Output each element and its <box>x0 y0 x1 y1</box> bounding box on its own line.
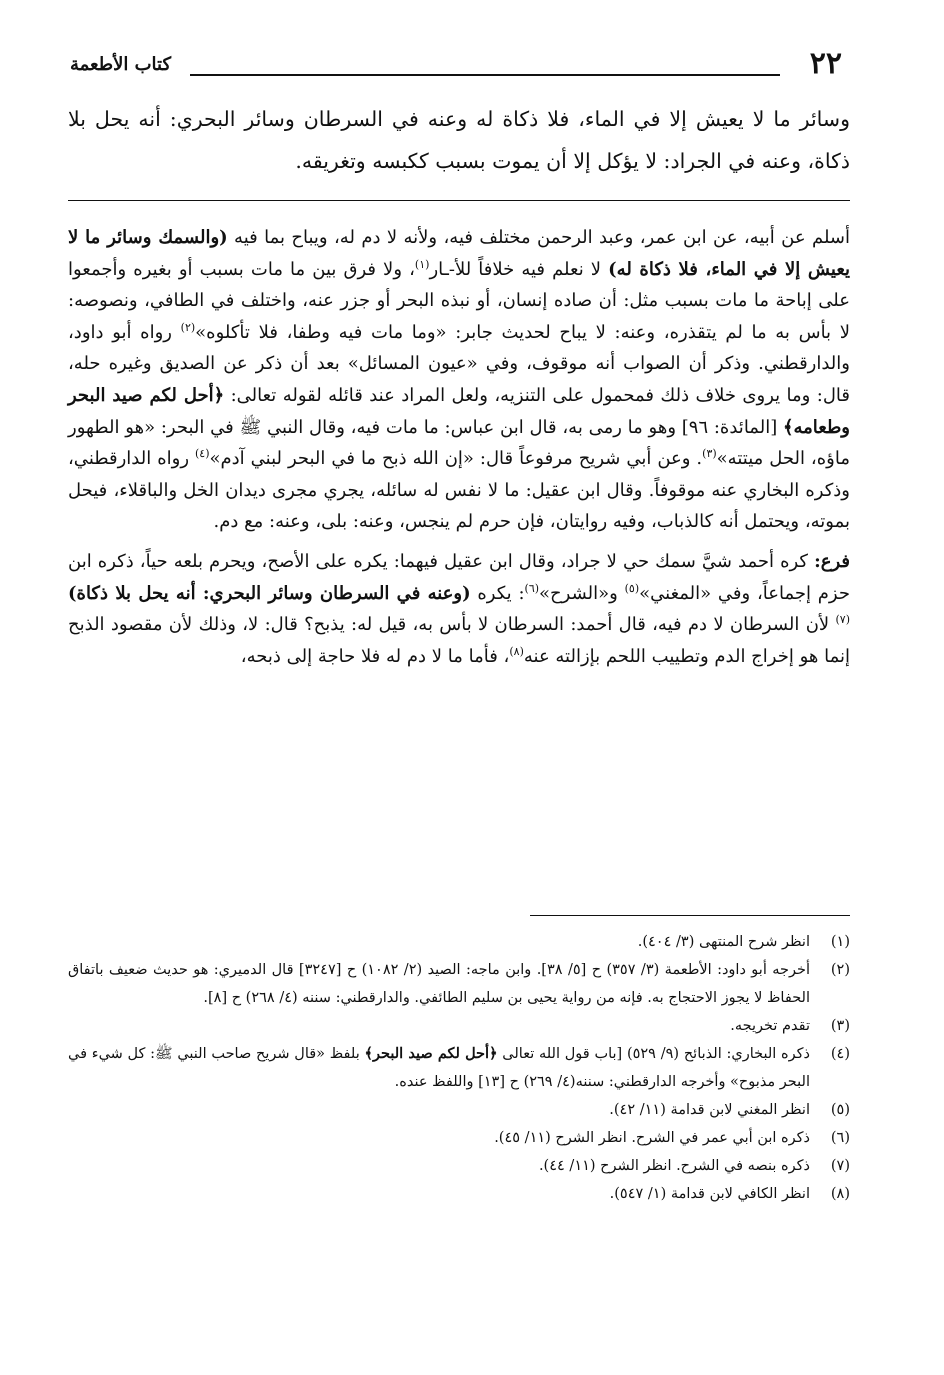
footnote: (٦) ذكره ابن أبي عمر في الشرح. انظر الشرح (١١/ ٤٥). <box>494 1130 850 1146</box>
commentary-paragraph: أسلم عن أبيه، عن ابن عمر، وعبد الرحمن مختلف فيه، ولأنه لا دم له، ويباح بما فيه (والسمك وسائر ما لا يعيش إلا في الماء، فلا ذكاة له) لا نعلم فيه خلافاً للأ-ـار$^{(١)}$، ولا فرق بين ما مات بسبب أو بغيره وأجمعوا على إباحة ما مات بسبب مثل: أن صاده إنسان، أو نبذه البحر أو جزر عنه، واختلف في الطافي، ونصوصه: لا بأس به ما لم يتقذره، وعنه: لا يباح لحديث جابر: «وما مات فيه وطفا، فلا تأكلوه»$^{(٢)}$ رواه أبو داود، والدارقطني. وذكر أن الصواب أنه موقوف، وفي «عيون المسائل» بعد أن ذكر عن الصديق وغيره حله، قال: وما يروى خلاف ذلك فمحمول على التنزيه، ولعل المراد عند قائله لقوله تعالى: ﴿أحل لكم صيد البحر وطعامه﴾ [المائدة: ٩٦] وهو ما رمى به، قال ابن عباس: ما مات فيه، وقال النبي ﷺ في البحر: «هو الطهور ماؤه، الحل ميتته»$^{(٣)}$. وعن أبي شريح مرفوعاً قال: «إن الله ذبح ما في البحر لبني آدم»$^{(٤)}$ رواه الدارقطني، وذكره البخاري عنه موقوفاً. وقال ابن عقيل: ما لا نفس له سائله، يجري مجرى ديدان الخل والباقلاء، فيحل بموته، ويحتمل أنه كالذباب، وفيه روايتان، فإن حرم لم ينجس، وعنه: بلى، وعنه: مع دم. <box>68 227 851 533</box>
commentary-paragraph: فرع: كره أحمد شيَّ سمك حي لا جراد، وقال ابن عقيل فيهما: يكره على الأصح، ويحرم بلعه حياً، ذكره ابن حزم إجماعاً، وفي «المغني»$^{(٥)}$ و«الشرح»$^{(٦)}$: يكره (وعنه في السرطان وسائر البحري: أنه يحل بلا ذكاة)$^{(٧)}$ لأن السرطان لا دم فيه، قال أحمد: السرطان لا بأس به، قيل له: يذبح؟ قال: لا، وذلك لأن مقصود الذبح إنما هو إخراج الدم وتطييب اللحم بإزالته عنه$^{(٨)}$، فأما ما لا دم له فلا حاجة إلى ذبحه، <box>68 550 850 667</box>
footnote: (٨) انظر الكافي لابن قدامة (١/ ٥٤٧). <box>609 1186 850 1202</box>
footnote-ref[interactable]: (٤) <box>194 447 210 461</box>
footnote-ref[interactable]: (١) <box>414 257 430 271</box>
footnote: (٥) انظر المغني لابن قدامة (١١/ ٤٢). <box>609 1102 850 1118</box>
commentary <box>68 222 850 672</box>
main-text <box>68 98 850 182</box>
book-title: كتاب الأطعمة <box>70 54 172 75</box>
header-rule <box>190 74 780 76</box>
footnote: (٢) أخرجه أبو داود: الأطعمة (٣/ ٣٥٧) ح [٥/ ٣٨]. وابن ماجه: الصيد (٢/ ١٠٨٢) ح [٣٢٤٧] قال الدميري: هو حديث ضعيف باتفاق الحفاظ لا يجوز الاحتجاج به. فإنه من رواية يحيى بن سليم الطائفي. والدارقطني: سننه (٤/ ٢٦٨) ح [٨]. <box>68 962 850 1006</box>
footnote-ref[interactable]: (٨) <box>509 644 524 658</box>
footnote: (٧) ذكره بنصه في الشرح. انظر الشرح (١١/ ٤٤). <box>538 1158 850 1174</box>
footnote-ref[interactable]: (٥) <box>624 581 640 595</box>
footnote-divider <box>530 915 850 916</box>
footnote-ref[interactable]: (٣) <box>702 447 717 461</box>
footnote: (٣) تقدم تخريجه. <box>730 1018 850 1034</box>
running-header <box>70 46 850 82</box>
footnote: (١) انظر شرح المنتهى (٣/ ٤٠٤). <box>637 934 850 950</box>
footnote: (٤) ذكره البخاري: الذبائح (٩/ ٥٢٩) [باب قول الله تعالى ﴿أحل لكم صيد البحر﴾ بلفظ «قال شريح صاحب النبي ﷺ: كل شيء في البحر مذبوح» وأخرجه الدارقطني: سننه(٤/ ٢٦٩) ح [١٣] واللفظ عنده. <box>68 1045 850 1090</box>
footnote-ref[interactable]: (٢) <box>180 320 196 334</box>
text-divider <box>68 200 850 201</box>
footnote-ref[interactable]: (٧) <box>835 613 850 627</box>
footnotes <box>68 928 850 1208</box>
page-number: ٢٢ <box>809 46 842 81</box>
main-text-paragraph: وسائر ما لا يعيش إلا في الماء، فلا ذكاة له وعنه في السرطان وسائر البحري: أنه يحل بلا ذكاة، وعنه في الجراد: لا يؤكل إلا أن يموت بسبب ككبسه وتغريقه. <box>68 107 850 173</box>
footnote-ref[interactable]: (٦) <box>524 581 540 595</box>
